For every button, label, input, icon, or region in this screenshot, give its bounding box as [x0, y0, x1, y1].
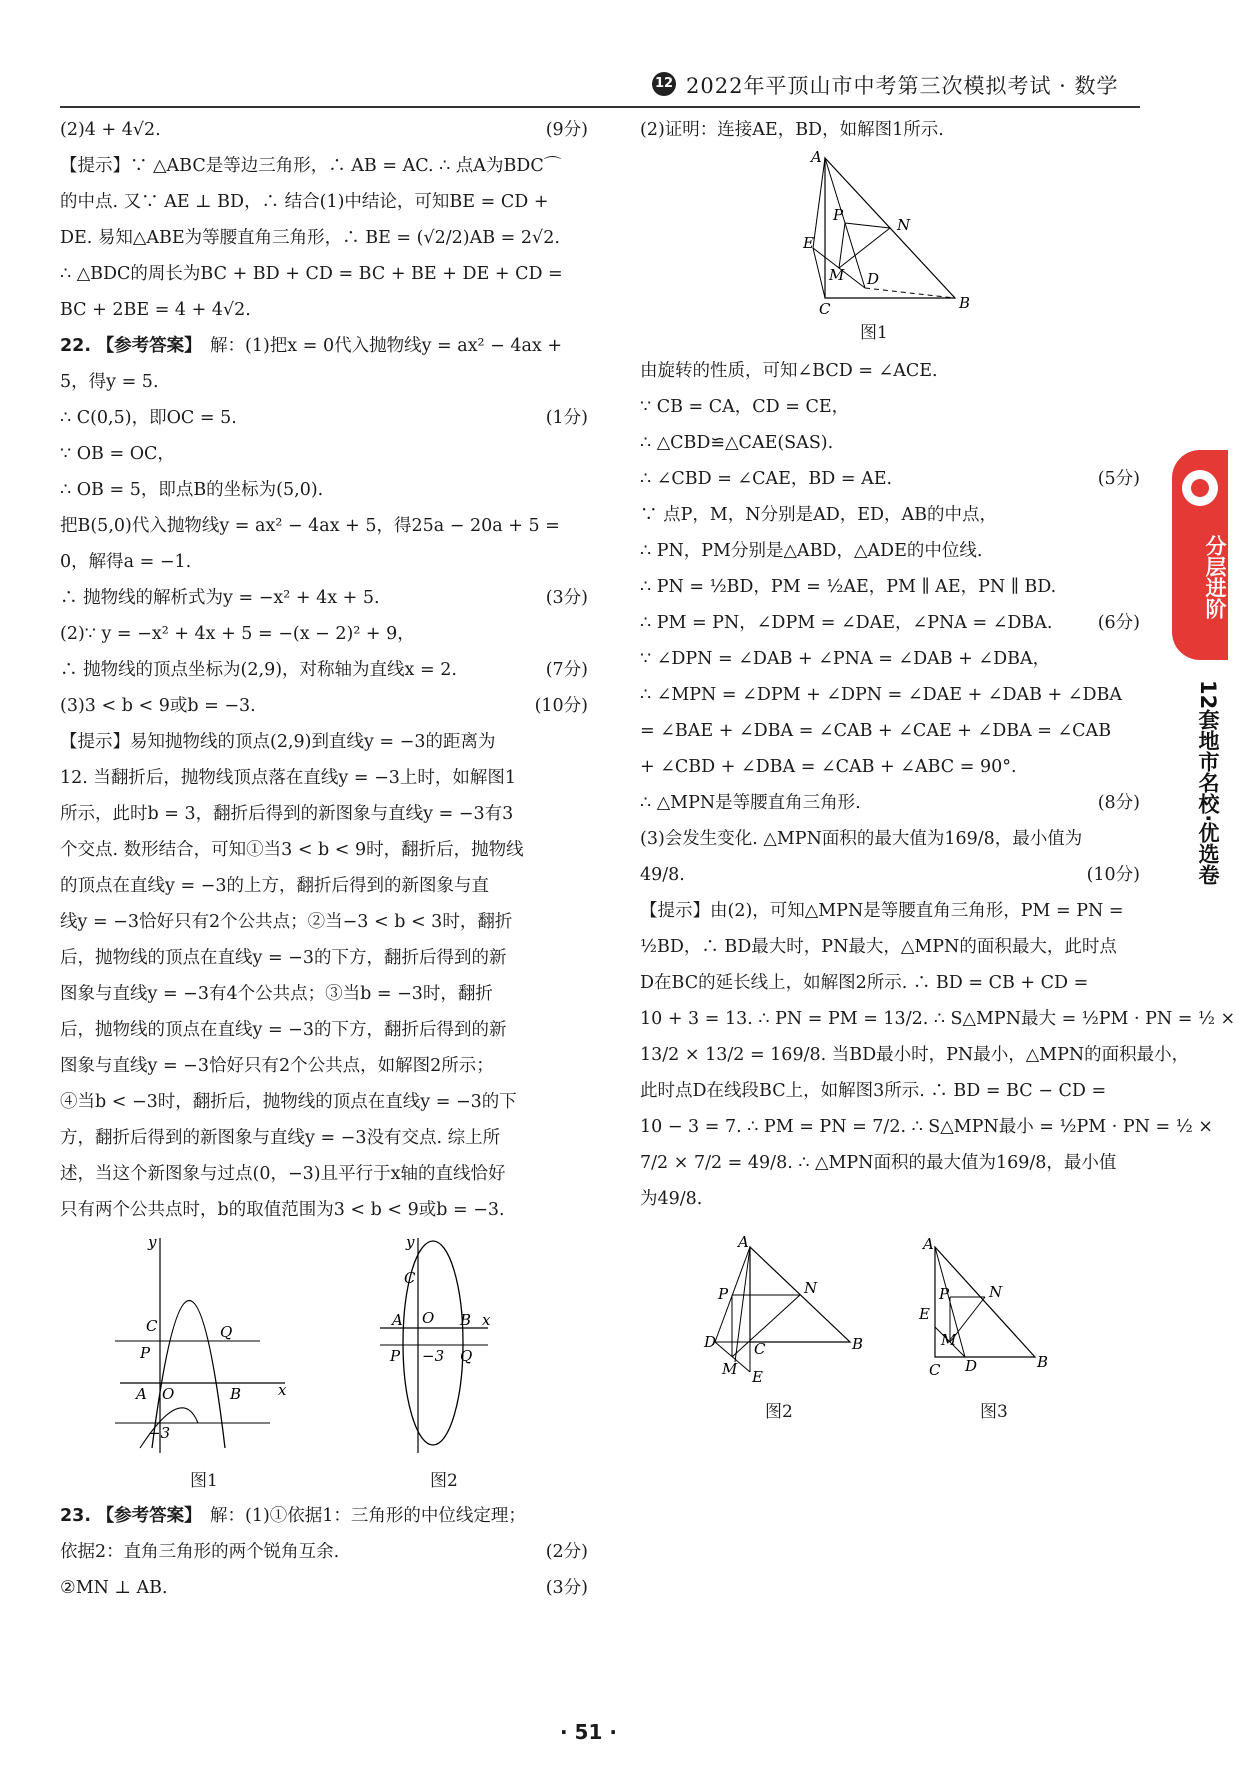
line-text: ½BD，∴ BD最大时，PN最大，△MPN的面积最大，此时点	[640, 937, 1117, 957]
svg-text:A: A	[738, 1233, 749, 1251]
svg-text:M: M	[829, 266, 845, 284]
line-text: 【提示】∵ △ABC是等边三角形，∴ AB = AC. ∴ 点A为BDC⌒	[60, 156, 562, 176]
line-text: ∴ 抛物线的顶点坐标为(2,9)，对称轴为直线x = 2.	[60, 660, 457, 680]
line-text: 12. 当翻折后，抛物线顶点落在直线y = −3上时，如解图1	[60, 768, 516, 788]
line-text: ∵ 点P，M，N分别是AD，ED，AB的中点，	[640, 505, 998, 525]
line-text: 10 − 3 = 7. ∴ PM = PN = 7/2. ∴ S△MPN最小 = ½PM · PN = ½ ×	[640, 1117, 1213, 1137]
line-text: ∴ PN = ½BD，PM = ½AE，PM ∥ AE，PN ∥ BD.	[640, 577, 1057, 597]
text-line	[60, 436, 588, 472]
svg-text:P: P	[390, 1347, 401, 1365]
text-line	[60, 1120, 588, 1156]
answer-label: 【参考答案】	[96, 336, 202, 356]
text-line	[640, 857, 1140, 893]
svg-text:x: x	[482, 1311, 491, 1329]
text-line	[60, 400, 588, 436]
line-text: 的中点. 又∵ AE ⊥ BD，∴ 结合(1)中结论，可知BE = CD +	[60, 192, 549, 212]
page-header	[60, 68, 1140, 108]
text-line	[60, 220, 588, 256]
text-line	[60, 688, 588, 724]
line-text: 49/8.	[640, 865, 685, 885]
line-text: 依据2：直角三角形的两个锐角互余.	[60, 1542, 340, 1562]
side-tab	[1172, 450, 1228, 660]
line-text: ∴ ∠MPN = ∠DPM + ∠DPN = ∠DAE + ∠DAB + ∠DBA	[640, 685, 1122, 705]
line-text: 把B(5,0)代入抛物线y = ax² − 4ax + 5，得25a − 20a + 5 =	[60, 516, 560, 536]
line-text: D在BC的延长线上，如解图2所示. ∴ BD = CB + CD =	[640, 973, 1089, 993]
text-line	[60, 580, 588, 616]
text-line	[60, 364, 588, 400]
line-text: 的顶点在直线y = −3的上方，翻折后得到的新图象与直	[60, 876, 489, 896]
svg-text:y: y	[148, 1233, 157, 1251]
text-line	[60, 328, 588, 364]
text-line	[640, 353, 1140, 389]
figure-1-caption: 图1	[860, 323, 888, 343]
line-text: 述，当这个新图象与过点(0，−3)且平行于x轴的直线恰好	[60, 1164, 506, 1184]
line-text: (2)4 + 4√2.	[60, 120, 161, 140]
svg-text:C: C	[146, 1317, 158, 1335]
text-line	[640, 1181, 1140, 1217]
text-line	[640, 749, 1140, 785]
svg-text:O: O	[162, 1385, 175, 1403]
text-line	[640, 1073, 1140, 1109]
text-line	[640, 893, 1140, 929]
score-label: (9分)	[545, 120, 588, 140]
svg-text:A: A	[392, 1311, 403, 1329]
text-line	[60, 508, 588, 544]
question-number: 22.	[60, 336, 92, 356]
text-line	[60, 1498, 588, 1534]
text-line	[640, 461, 1140, 497]
text-line	[640, 425, 1140, 461]
line-text: 【提示】由(2)，可知△MPN是等腰直角三角形，PM = PN =	[640, 901, 1124, 921]
svg-text:A: A	[811, 148, 822, 166]
svg-text:C: C	[754, 1340, 766, 1358]
line-text: 此时点D在线段BC上，如解图3所示. ∴ BD = BC − CD =	[640, 1081, 1107, 1101]
line-text: ∴ △CBD≌△CAE(SAS).	[640, 433, 834, 453]
page-number: · 51 ·	[560, 1720, 617, 1744]
score-label: (3分)	[545, 1578, 588, 1598]
svg-text:M: M	[941, 1331, 957, 1349]
text-line	[640, 605, 1140, 641]
text-line	[60, 616, 588, 652]
line-text: ∴ 抛物线的解析式为y = −x² + 4x + 5.	[60, 588, 380, 608]
svg-text:E: E	[752, 1368, 763, 1386]
text-line	[60, 796, 588, 832]
line-text: ∵ ∠DPN = ∠DAB + ∠PNA = ∠DAB + ∠DBA，	[640, 649, 1051, 669]
header-title: 2022年平顶山市中考第三次模拟考试 · 数学	[686, 74, 1119, 98]
target-icon	[1182, 470, 1218, 506]
text-line	[60, 184, 588, 220]
triangle-figure-2	[704, 1233, 880, 1387]
text-line	[60, 148, 588, 184]
svg-text:A: A	[923, 1235, 934, 1253]
text-line	[640, 929, 1140, 965]
rotation-figure-1	[640, 148, 1140, 353]
text-line	[640, 1145, 1140, 1181]
svg-text:N: N	[804, 1279, 818, 1297]
text-line	[640, 569, 1140, 605]
svg-text:A: A	[136, 1385, 147, 1403]
svg-text:−3: −3	[422, 1347, 445, 1365]
line-text: ∴ C(0,5)，即OC = 5.	[60, 408, 237, 428]
line-text: ∵ OB = OC，	[60, 444, 175, 464]
figure-3-caption: 图3	[980, 1402, 1008, 1422]
score-label: (10分)	[1086, 865, 1140, 885]
line-text: 10 + 3 = 13. ∴ PN = PM = 13/2. ∴ S△MPN最大 = ½PM · PN = ½ ×	[640, 1009, 1236, 1029]
text-line	[640, 497, 1140, 533]
text-line	[60, 1012, 588, 1048]
line-text: 5，得y = 5.	[60, 372, 159, 392]
svg-text:O: O	[422, 1309, 435, 1327]
score-label: (2分)	[545, 1542, 588, 1562]
svg-text:D: D	[965, 1357, 978, 1375]
svg-text:M: M	[722, 1360, 738, 1378]
score-label: (7分)	[545, 660, 588, 680]
line-text: = ∠BAE + ∠DBA = ∠CAB + ∠CAE + ∠DBA = ∠CAB	[640, 721, 1112, 741]
text-line	[60, 1156, 588, 1192]
svg-text:−3: −3	[148, 1424, 171, 1442]
svg-text:E: E	[919, 1305, 930, 1323]
score-label: (10分)	[534, 696, 588, 716]
text-line	[60, 652, 588, 688]
svg-text:D: D	[867, 270, 880, 288]
text-line	[60, 1570, 588, 1606]
proof-intro: (2)证明：连接AE，BD，如解图1所示.	[640, 120, 944, 140]
text-line	[60, 112, 588, 148]
text-line	[640, 713, 1140, 749]
figure-2-caption: 图2	[765, 1402, 793, 1422]
line-text: 【提示】易知抛物线的顶点(2,9)到直线y = −3的距离为	[60, 732, 496, 752]
svg-text:B: B	[1037, 1353, 1049, 1371]
text-line	[640, 677, 1140, 713]
text-line	[640, 821, 1140, 857]
parabola-figure-1	[110, 1233, 310, 1458]
line-text: 所示，此时b = 3，翻折后得到的新图象与直线y = −3有3	[60, 804, 514, 824]
line-text: 后，抛物线的顶点在直线y = −3的下方，翻折后得到的新	[60, 948, 507, 968]
line-text: 7/2 × 7/2 = 49/8. ∴ △MPN面积的最大值为169/8，最小值	[640, 1153, 1117, 1173]
answer-label: 【参考答案】	[96, 1506, 202, 1526]
svg-text:P: P	[718, 1285, 729, 1303]
line-text: ∴ △BDC的周长为BC + BD + CD = BC + BE + DE + CD =	[60, 264, 563, 284]
line-text: 解：(1)把x = 0代入抛物线y = ax² − 4ax +	[210, 336, 563, 356]
svg-text:y: y	[406, 1233, 415, 1251]
score-label: (6分)	[1097, 613, 1140, 633]
svg-text:Q: Q	[460, 1347, 473, 1365]
text-line	[640, 1037, 1190, 1073]
line-text: (3)3 < b < 9或b = −3.	[60, 696, 256, 716]
text-line	[60, 904, 588, 940]
text-line	[640, 965, 1140, 1001]
text-line	[640, 533, 1140, 569]
line-text: 为49/8.	[640, 1189, 703, 1209]
text-line	[60, 760, 588, 796]
question-number: 23.	[60, 1506, 92, 1526]
text-line	[60, 256, 588, 292]
svg-text:C: C	[404, 1269, 416, 1287]
line-text: 个交点. 数形结合，可知①当3 < b < 9时，翻折后，抛物线	[60, 840, 524, 860]
svg-text:B: B	[230, 1385, 242, 1403]
line-text: ∵ CB = CA，CD = CE，	[640, 397, 850, 417]
left-column	[60, 112, 588, 1606]
line-text: ④当b < −3时，翻折后，抛物线的顶点在直线y = −3的下	[60, 1092, 517, 1112]
svg-text:P: P	[939, 1285, 950, 1303]
side-title: 12套地市名校·优选卷	[1196, 680, 1220, 886]
line-text: 图象与直线y = −3恰好只有2个公共点，如解图2所示；	[60, 1056, 494, 1076]
line-text: DE. 易知△ABE为等腰直角三角形，∴ BE = (√2/2)AB = 2√2.	[60, 228, 560, 248]
line-text: 13/2 × 13/2 = 169/8. 当BD最小时，PN最小，△MPN的面积最小，	[640, 1045, 1190, 1065]
svg-text:C: C	[819, 300, 831, 318]
text-line	[60, 1534, 588, 1570]
line-text: 0，解得a = −1.	[60, 552, 192, 572]
score-label: (3分)	[545, 588, 588, 608]
text-line	[60, 1084, 588, 1120]
line-text: (2)∵ y = −x² + 4x + 5 = −(x − 2)² + 9，	[60, 624, 415, 644]
parabola-figure-2	[378, 1233, 508, 1458]
figure-1-caption: 图1	[190, 1471, 218, 1491]
line-text: 后，抛物线的顶点在直线y = −3的下方，翻折后得到的新	[60, 1020, 507, 1040]
line-text: ∴ OB = 5，即点B的坐标为(5,0).	[60, 480, 324, 500]
line-text: ∴ PN，PM分别是△ABD，△ADE的中位线.	[640, 541, 983, 561]
text-line	[640, 1001, 1236, 1037]
line-text: BC + 2BE = 4 + 4√2.	[60, 300, 251, 320]
line-text: ∴ PM = PN，∠DPM = ∠DAE，∠PNA = ∠DBA.	[640, 613, 1053, 633]
line-text: 方，翻折后得到的新图象与直线y = −3没有交点. 综上所	[60, 1128, 501, 1148]
text-line	[60, 1192, 588, 1228]
svg-text:N: N	[989, 1283, 1003, 1301]
line-text: ②MN ⊥ AB.	[60, 1578, 168, 1598]
svg-text:C: C	[929, 1361, 941, 1379]
figure-2-caption: 图2	[430, 1471, 458, 1491]
svg-text:x: x	[278, 1381, 287, 1399]
text-line	[60, 472, 588, 508]
text-line	[640, 785, 1140, 821]
text-line	[60, 1048, 588, 1084]
text-line	[60, 940, 588, 976]
text-line	[60, 544, 588, 580]
triangle-figure-1	[805, 148, 975, 318]
triangle-figure-3	[915, 1237, 1065, 1387]
text-line	[60, 832, 588, 868]
svg-text:B: B	[959, 294, 971, 312]
line-text: 解：(1)①依据1：三角形的中位线定理；	[210, 1506, 526, 1526]
line-text: 只有两个公共点时，b的取值范围为3 < b < 9或b = −3.	[60, 1200, 505, 1220]
svg-text:Q: Q	[220, 1323, 233, 1341]
svg-text:N: N	[897, 216, 911, 234]
line-text: ∴ ∠CBD = ∠CAE，BD = AE.	[640, 469, 893, 489]
score-label: (8分)	[1097, 793, 1140, 813]
text-line	[60, 292, 588, 328]
line-text: 线y = −3恰好只有2个公共点；②当−3 < b < 3时，翻折	[60, 912, 513, 932]
text-line	[640, 1109, 1213, 1145]
header-badge: 12	[652, 72, 676, 96]
parabola-figures	[60, 1228, 588, 1498]
line-text: ∴ △MPN是等腰直角三角形.	[640, 793, 861, 813]
side-tab-text: 分层进阶	[1203, 535, 1227, 619]
text-line	[60, 724, 588, 760]
score-label: (5分)	[1097, 469, 1140, 489]
text-line	[60, 868, 588, 904]
svg-text:E: E	[803, 234, 814, 252]
line-text: + ∠CBD + ∠DBA = ∠CAB + ∠ABC = 90°.	[640, 757, 1017, 777]
line-text: 图象与直线y = −3有4个公共点；③当b = −3时，翻折	[60, 984, 493, 1004]
line-text: 由旋转的性质，可知∠BCD = ∠ACE.	[640, 361, 938, 381]
text-line	[60, 976, 588, 1012]
score-label: (1分)	[545, 408, 588, 428]
rotation-figures-2-3	[640, 1233, 1140, 1437]
text-line	[640, 641, 1140, 677]
text-line	[640, 389, 1140, 425]
svg-text:P: P	[140, 1344, 151, 1362]
svg-text:P: P	[833, 206, 844, 224]
svg-text:D: D	[704, 1333, 717, 1351]
line-text: (3)会发生变化. △MPN面积的最大值为169/8，最小值为	[640, 829, 1083, 849]
svg-text:B: B	[460, 1311, 472, 1329]
svg-text:B: B	[852, 1335, 864, 1353]
